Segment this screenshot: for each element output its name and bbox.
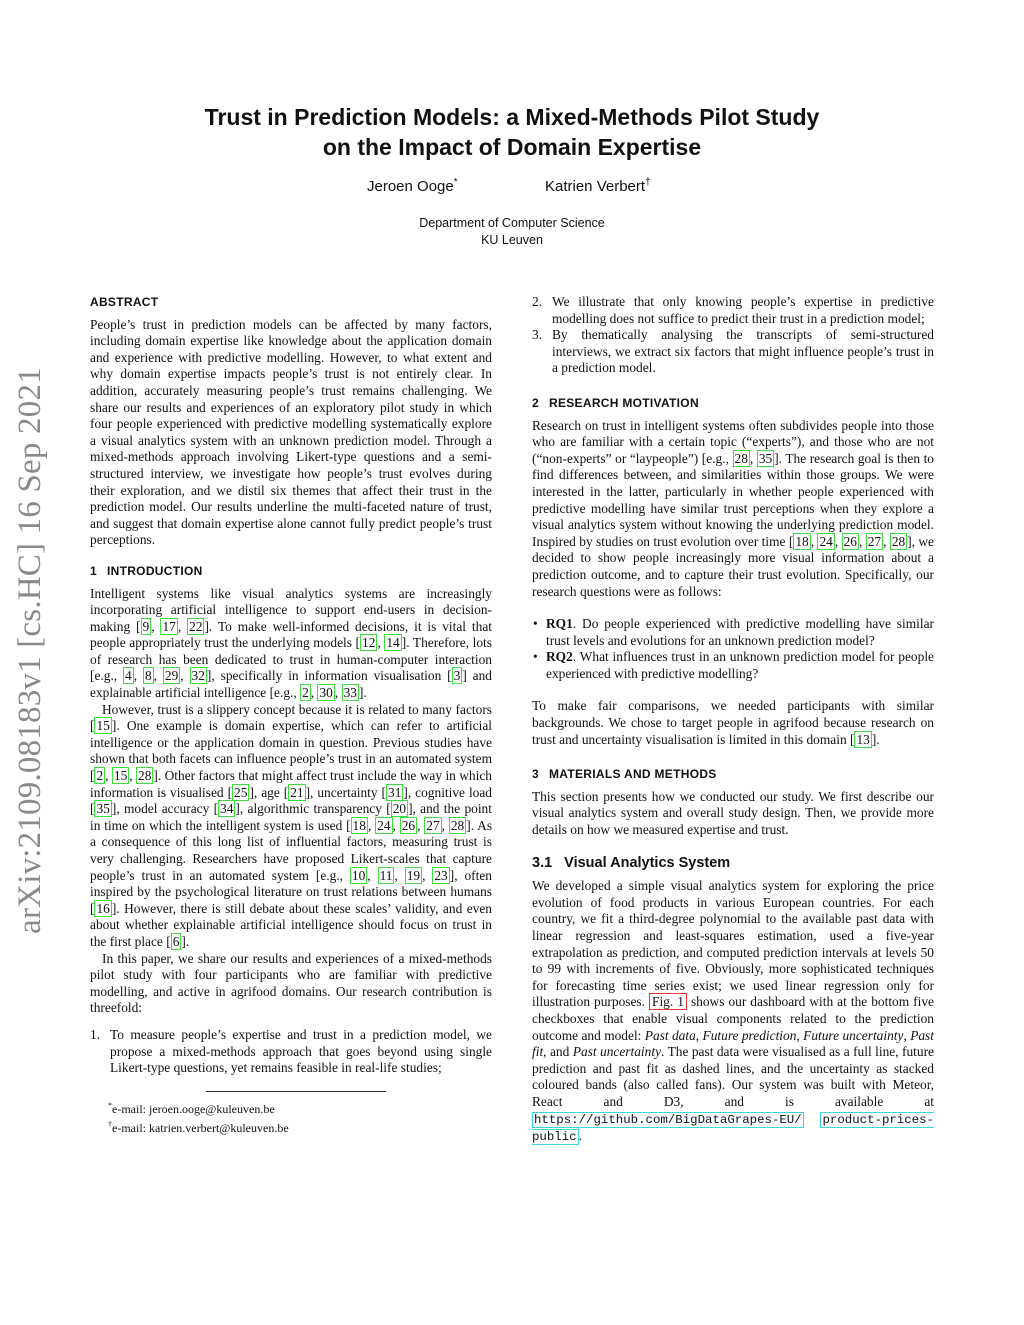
footnote-2-text: e-mail: katrien.verbert@kuleuven.be bbox=[112, 1120, 289, 1135]
citation[interactable]: 24 bbox=[819, 533, 833, 549]
citation[interactable]: 23 bbox=[434, 867, 448, 883]
citation[interactable]: 28 bbox=[138, 768, 152, 784]
intro-heading bbox=[90, 563, 492, 580]
citation[interactable]: 11 bbox=[379, 867, 393, 883]
title-line-1: Trust in Prediction Models: a Mixed-Methods Pilot Study bbox=[204, 104, 820, 130]
citation[interactable]: 13 bbox=[856, 731, 870, 747]
author-2-mark: † bbox=[645, 177, 651, 188]
methods-paragraph-1: This section presents how we conducted our study. We first describe our visual analytics system and overall study design. Then, we provide more details on how we measured expertise and trust. bbox=[532, 788, 934, 838]
research-question-label: RQ1 bbox=[546, 616, 573, 632]
motivation-heading bbox=[532, 395, 934, 412]
author-1 bbox=[367, 177, 458, 195]
footnote-1 bbox=[90, 1098, 492, 1117]
intro-paragraph-3: In this paper, we share our results and experiences of a mixed-methods pilot study with four participants who are familiar with predictive modelling, and active in agrifood domains. Our research contribution is threefold: bbox=[90, 950, 492, 1016]
figure-reference-link[interactable]: Fig. 1 bbox=[649, 993, 687, 1010]
citation[interactable]: 32 bbox=[191, 668, 205, 684]
right-column bbox=[532, 294, 934, 1146]
footnote-2 bbox=[90, 1117, 492, 1136]
citation[interactable]: 20 bbox=[392, 801, 407, 817]
arxiv-identifier bbox=[4, 352, 56, 948]
research-question-text: . What influences trust in an unknown prediction model for people experienced with predictive modelling? bbox=[546, 649, 934, 681]
motivation-title: RESEARCH MOTIVATION bbox=[548, 395, 699, 410]
citation[interactable]: 15 bbox=[96, 718, 110, 734]
research-question-text: . Do people experienced with predictive modelling have similar trust levels and evolutions for an unknown prediction model? bbox=[546, 616, 934, 648]
subsection-number: 3.1 bbox=[532, 854, 553, 871]
citation[interactable]: 18 bbox=[795, 533, 809, 549]
citation[interactable]: 28 bbox=[450, 817, 465, 833]
contribution-item bbox=[90, 1027, 492, 1077]
citation[interactable]: 30 bbox=[319, 685, 333, 701]
citation[interactable]: 6 bbox=[172, 933, 180, 949]
citation[interactable]: 34 bbox=[220, 801, 234, 817]
footnote-1-mark: * bbox=[108, 1100, 112, 1110]
contribution-text: To measure people’s expertise and trust in a prediction model, we propose a mixed-methods approach that goes beyond using single Likert-type questions, yet remains feasible in real-life studies; bbox=[110, 1026, 492, 1076]
contribution-text: We illustrate that only knowing people’s expertise in predictive modelling does not suffice to predict their trust in a prediction model; bbox=[552, 294, 934, 326]
citation[interactable]: 22 bbox=[189, 618, 203, 634]
author-1-mark: * bbox=[453, 177, 458, 188]
arxiv-identifier-text: arXiv:2109.08183v1 [cs.HC] 16 Sep 2021 bbox=[11, 366, 48, 934]
contribution-item bbox=[532, 294, 934, 327]
abstract-heading-text: ABSTRACT bbox=[90, 295, 159, 309]
subsection-title: Visual Analytics System bbox=[564, 854, 731, 871]
research-question-label: RQ2 bbox=[546, 649, 573, 665]
citation[interactable]: 27 bbox=[867, 533, 882, 549]
contribution-item bbox=[532, 327, 934, 377]
system-paragraph: We developed a simple visual analytics system for exploring the price evolution of food products in various European countries. For each country, we fit a third-degree polynomial to the available past data with linear regression and least-squares estimation, used a five-year extrapolation as prediction, and computed prediction intervals at levels 50 to 99 with increments of five. Obviously, more sophisticated techniques for forecasting time series exist; we used linear regression only for illustration purposes. Fig. 1 shows our dashboard with at the bottom five checkboxes that enable visual components related to the prediction outcome and model: Past data, Future prediction, Future uncertainty, Past fit, and Past uncertainty. The past data were visualised as a full line, future prediction and past fit as dashed lines, and the uncertainty as stacked coloured bands (also called fans). Our system was built with Meteor, React and D3, and is available at https://github.com/BigDataGrapes-EU/ product-prices-public . bbox=[532, 878, 934, 1145]
motivation-number: 2 bbox=[532, 395, 539, 410]
citation[interactable]: 24 bbox=[377, 817, 391, 833]
citation[interactable]: 26 bbox=[843, 533, 857, 549]
author-2-name: Katrien Verbert bbox=[545, 178, 646, 195]
contribution-number: 1. bbox=[90, 1026, 101, 1042]
citation[interactable]: 4 bbox=[125, 668, 132, 684]
citation[interactable]: 18 bbox=[352, 817, 366, 833]
citation[interactable]: 28 bbox=[891, 533, 906, 549]
intro-paragraph-1: Intelligent systems like visual analytics systems are increasingly incorporating artificial intelligence to support end-users in decision-making [ 9 , 17 , 22 ]. To make well-informed decisions, it is vital that people appropriately trust the underlying models [ 12 , 14 ]. Therefore, lots of research has been dedicated to trust in human-computer interaction [e.g., 4 , 8 , 29 , 32 ], specifically in information visualisation [ 3 ] and explainable artificial intelligence [e.g., 2 , 30 , 33 ]. bbox=[90, 585, 492, 701]
abstract-text: People’s trust in prediction models can be affected by many factors, including domain expertise like knowledge about the application domain and experience with predictive modelling. However, to what extent and why domain expertise impacts people’s trust is not entirely clear. In addition, accurately measuring people’s trust remains challenging. We share our results and experiences of an exploratory pilot study in which four people experienced with predictive modelling systematically explore a visual analytics system with an unknown prediction model. Through a mixed-methods approach involving Likert-type questions and a semi-structured interview, we investigate how people’s trust evolves during their exploration, and we distil six themes that affect their trust in the prediction model. Our results underline the multi-faceted nature of trust, and suggest that domain expertise alone cannot fully predict people’s trust perceptions. bbox=[90, 316, 492, 548]
citation[interactable]: 28 bbox=[734, 450, 748, 466]
left-column bbox=[90, 294, 492, 1136]
paper-title bbox=[150, 102, 874, 162]
title-line-2: on the Impact of Domain Expertise bbox=[322, 134, 702, 160]
contribution-text: By thematically analysing the transcripts of semi-structured interviews, we extract six factors that might influence people’s trust in a prediction model. bbox=[552, 327, 934, 376]
contribution-list-continued bbox=[532, 294, 934, 377]
citation[interactable]: 26 bbox=[401, 817, 416, 833]
citation[interactable]: 3 bbox=[453, 668, 461, 684]
citation[interactable]: 8 bbox=[144, 668, 152, 684]
footnote-rule bbox=[206, 1091, 386, 1092]
intro-title: INTRODUCTION bbox=[106, 563, 203, 578]
citation[interactable]: 27 bbox=[426, 817, 440, 833]
contribution-number: 2. bbox=[532, 294, 543, 309]
citation[interactable]: 35 bbox=[96, 801, 110, 817]
bullet-icon: • bbox=[533, 616, 538, 632]
department: Department of Computer Science bbox=[419, 216, 605, 230]
intro-number: 1 bbox=[90, 563, 97, 578]
abstract-heading bbox=[90, 294, 492, 311]
research-question-item bbox=[532, 649, 934, 682]
footnote-2-mark: † bbox=[108, 1119, 112, 1129]
citation[interactable]: 12 bbox=[362, 635, 376, 651]
author-1-name: Jeroen Ooge bbox=[367, 178, 454, 195]
motivation-paragraph-1: Research on trust in intelligent systems often subdivides people into those who are familiar with a certain topic (“experts”), and those who are not (“non-experts” or “laypeople”) [e.g., 28 , 35 ]. The research goal is then to find differences between, and similarities within those groups. We were interested in the latter, particularly in whether people experienced with predictive modelling have similar trust perceptions when they explore a visual analytics system without knowing the underlying prediction model. Inspired by studies on trust evolution over time [ 18 , 24 , 26 , 27 , 28 ], we decided to show people increasingly more visual information about a prediction outcome, and to capture their trust evolution. Specifically, our research questions were as follows: bbox=[532, 417, 935, 599]
citation[interactable]: 2 bbox=[96, 768, 104, 784]
research-question-item bbox=[532, 616, 934, 649]
contribution-number: 3. bbox=[532, 327, 543, 343]
github-url-link-continued[interactable]: product-prices-public bbox=[532, 1112, 934, 1145]
subsection-heading bbox=[532, 855, 934, 872]
citation[interactable]: 29 bbox=[164, 668, 179, 684]
citation[interactable]: 10 bbox=[351, 867, 366, 883]
citation[interactable]: 33 bbox=[343, 685, 357, 701]
github-url-link[interactable]: https://github.com/BigDataGrapes-EU/ bbox=[534, 1112, 802, 1127]
citation[interactable]: 25 bbox=[234, 784, 248, 800]
research-questions bbox=[532, 616, 934, 682]
citation[interactable]: 2 bbox=[302, 685, 309, 701]
methods-title: MATERIALS AND METHODS bbox=[548, 767, 717, 782]
intro-paragraph-2: However, trust is a slippery concept because it is related to many factors [ 15 ]. One example is domain expertise, which can refer to artificial intelligence or the application domain in question. Previous studies have shown that both facets can influence people’s trust in an automated system [ 2 , 15 , 28 ]. Other factors that might affect trust include the way in which information is visualised [ 25 ], age [ 21 ], uncertainty [ 31 ], cognitive load [ 35 ], model accuracy [ 34 ], algorithmic transparency [ 20 ], and the point in time on which the intelligent system is used [ 18 , 24 , 26 , 27 , 28 ]. As a consequence of this long list of influential factors, measuring trust is very challenging. Researchers have proposed Likert-scales that capture people’s trust in an automated system [e.g., 10 , 11 , 19 , 23 ], often inspired by the psychological literature on trust relations between humans [ 16 ]. However, there is still debate about these scales’ validity, and even about whether explainable artificial intelligence should focus on trust in the first place [ 6 ]. bbox=[90, 701, 493, 949]
methods-heading bbox=[532, 766, 934, 783]
citation[interactable]: 17 bbox=[162, 618, 176, 634]
methods-number: 3 bbox=[532, 767, 539, 782]
citation[interactable]: 14 bbox=[386, 635, 400, 651]
citation[interactable]: 9 bbox=[142, 618, 150, 634]
citation[interactable]: 21 bbox=[290, 784, 304, 800]
citation[interactable]: 31 bbox=[388, 784, 402, 800]
footnote-1-text: e-mail: jeroen.ooge@kuleuven.be bbox=[112, 1101, 275, 1116]
bullet-icon: • bbox=[533, 649, 538, 665]
author-2 bbox=[545, 177, 651, 195]
contribution-list bbox=[90, 1027, 492, 1077]
motivation-paragraph-2: To make fair comparisons, we needed participants with similar backgrounds. We chose to target people in agrifood because research on trust and uncertainty visualisation is limited in this domain [ 13 ]. bbox=[532, 698, 934, 747]
citation[interactable]: 19 bbox=[406, 867, 421, 883]
citation[interactable]: 35 bbox=[758, 450, 773, 466]
affiliation bbox=[312, 215, 712, 249]
citation[interactable]: 15 bbox=[113, 768, 128, 784]
university: KU Leuven bbox=[481, 233, 543, 247]
citation[interactable]: 16 bbox=[96, 900, 110, 916]
